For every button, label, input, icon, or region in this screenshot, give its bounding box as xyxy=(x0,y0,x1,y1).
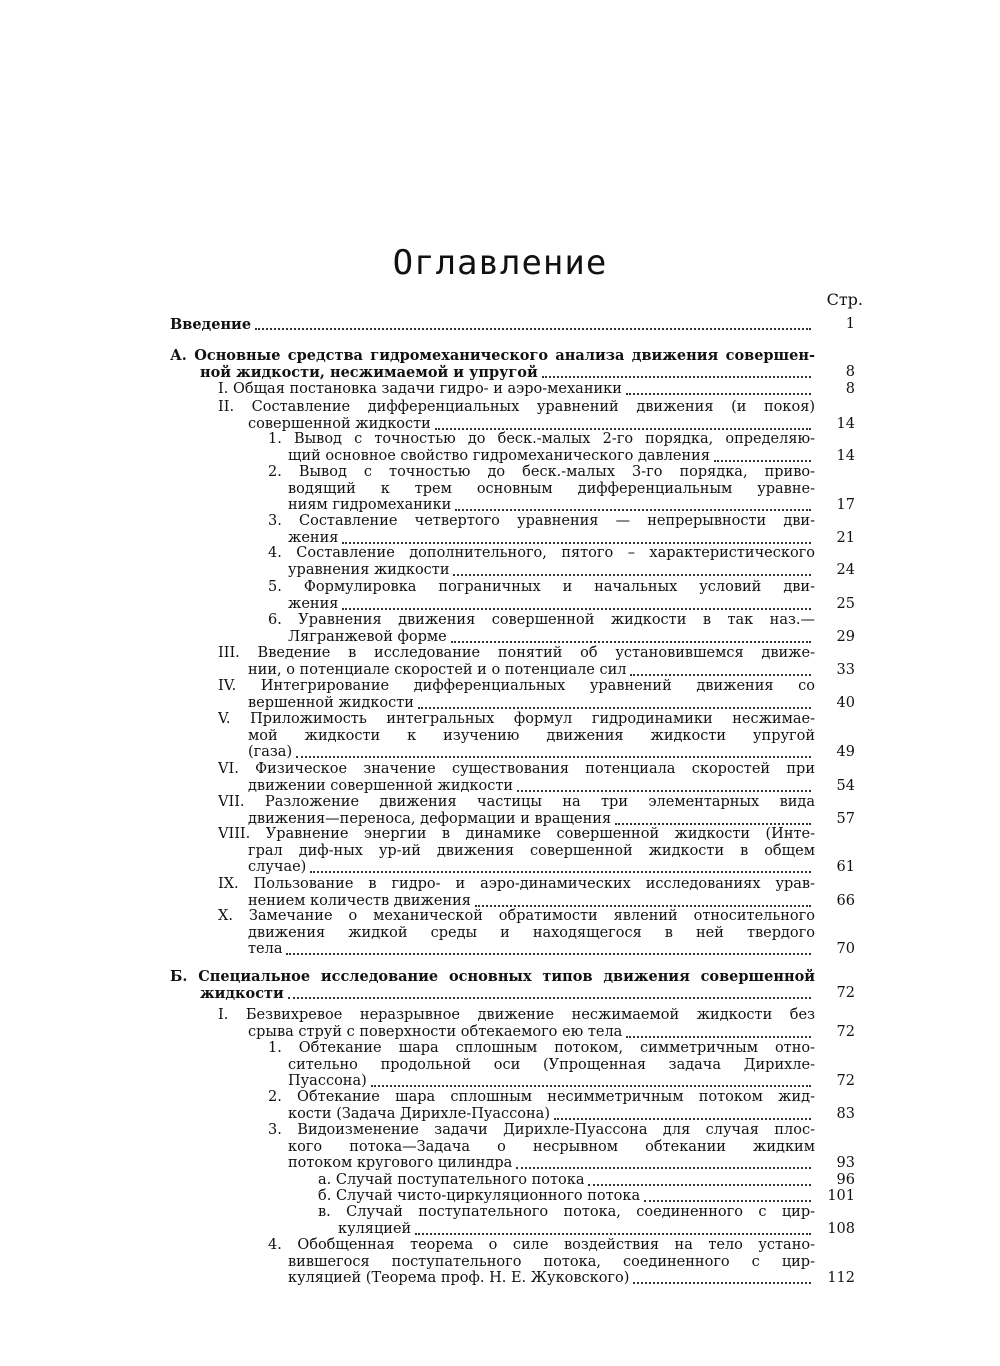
toc-entry-line xyxy=(248,415,855,433)
toc-page-number: 108 xyxy=(827,1220,855,1237)
dot-leader xyxy=(588,1182,811,1186)
toc-entry-text: срыва струй с поверхности обтекаемого ею тела xyxy=(248,1023,623,1040)
toc-entry-text: совершенной жидкости xyxy=(248,415,431,432)
toc-entry-line xyxy=(248,661,855,679)
toc-page-number: 8 xyxy=(845,363,855,380)
toc-entry-line xyxy=(268,1122,815,1139)
dot-leader xyxy=(296,754,811,758)
toc-page-number: 29 xyxy=(836,628,855,645)
page-column-label: Стр. xyxy=(826,290,863,309)
toc-entry-line xyxy=(248,694,855,712)
toc-entry-text: VI. Физическое значение существования потенциала скоростей при xyxy=(218,761,815,777)
dot-leader xyxy=(453,572,811,576)
toc-entry-text: 5. Формулировка пограничных и начальных условий дви- xyxy=(268,579,815,595)
toc-entry-line xyxy=(288,447,855,465)
dot-leader xyxy=(630,672,811,676)
toc-entry-line xyxy=(288,1105,855,1123)
toc-entry-line xyxy=(248,1023,855,1041)
toc-entry-line xyxy=(200,363,855,381)
toc-page-number: 72 xyxy=(836,984,855,1001)
toc-entry-line xyxy=(248,728,815,745)
toc-entry-text: кости (Задача Дирихле-Пуассона) xyxy=(288,1105,550,1122)
toc-entry-text: 2. Обтекание шара сплошным несимметричным потоком жид- xyxy=(268,1089,815,1105)
toc-page-number: 96 xyxy=(836,1172,855,1188)
toc-entry-text: 1. Вывод с точностью до беск.-малых 2-го порядка, определяю- xyxy=(268,431,815,447)
toc-entry-line xyxy=(288,529,855,547)
toc-page-number: 72 xyxy=(836,1073,855,1089)
toc-entry-line xyxy=(248,810,855,828)
toc-entry-text: куляцией xyxy=(338,1220,412,1237)
toc-entry-line xyxy=(248,925,815,942)
dot-leader xyxy=(455,507,811,511)
toc-entry-line xyxy=(288,1073,855,1090)
toc-entry-line xyxy=(218,399,815,416)
dot-leader xyxy=(516,1165,811,1169)
toc-entry-text: тела xyxy=(248,941,283,957)
toc-entry-text: а. Случай поступательного потока xyxy=(318,1172,585,1188)
toc-entry-text: ной жидкости, несжимаемой и упругой xyxy=(200,363,538,381)
toc-entry-text: водящий к трем основным дифференциальным уравне- xyxy=(288,480,815,497)
toc-page-number: 61 xyxy=(836,859,855,875)
dot-leader xyxy=(626,391,811,395)
toc-entry-line xyxy=(248,744,855,761)
dot-leader xyxy=(288,995,811,999)
toc-entry-line xyxy=(268,1237,815,1254)
toc-entry-text: грал диф-ных ур-ий движения совершенной жидкости в общем xyxy=(248,842,815,859)
toc-page-number: 8 xyxy=(845,381,855,397)
toc-entry-line xyxy=(200,984,855,1002)
toc-entry-text: X. Замечание о механической обратимости явлений относительного xyxy=(218,908,815,924)
toc-page-number: 66 xyxy=(836,892,855,909)
toc-entry-line xyxy=(218,1007,815,1024)
toc-entry-text: А. Основные средства гидромеханического анализа движения совершен- xyxy=(170,347,815,364)
toc-entry-text: IX. Пользование в гидро- и аэро-динамических исследованиях урав- xyxy=(218,876,815,892)
toc-entry-text: VII. Разложение движения частицы на три элементарных вида xyxy=(218,794,815,810)
dot-leader xyxy=(286,951,811,955)
toc-entry-text: ниям гидромеханики xyxy=(288,497,452,513)
dot-leader xyxy=(542,374,811,378)
toc-page-number: 14 xyxy=(836,447,855,464)
toc-entry-text: движении совершенной жидкости xyxy=(248,777,514,794)
toc-entry-text: 4. Обобщенная теорема о силе воздействия на тело устано- xyxy=(268,1237,815,1253)
toc-entry-line xyxy=(318,1172,855,1189)
toc-entry-text: жидкости xyxy=(200,984,284,1002)
toc-entry-text: 6. Уравнения движения совершенной жидкости в так наз.— xyxy=(268,612,815,628)
toc-entry-line xyxy=(268,1089,815,1106)
toc-entry-line xyxy=(218,826,815,843)
toc-entry-text: куляцией (Теорема проф. Н. Е. Жуковского) xyxy=(288,1270,630,1286)
dot-leader xyxy=(475,903,811,907)
toc-page-number: 40 xyxy=(836,694,855,711)
toc-page-number: 25 xyxy=(836,595,855,612)
toc-entry-text: 3. Видоизменение задачи Дирихле-Пуассона для случая плос- xyxy=(268,1122,815,1138)
toc-page-number: 49 xyxy=(836,744,855,760)
toc-entry-line xyxy=(318,1188,855,1205)
toc-page-number: 17 xyxy=(836,497,855,513)
toc-entry-line xyxy=(318,1204,815,1221)
toc-entry-text: сительно продольной оси (Упрощенная задача Дирихле- xyxy=(288,1056,815,1073)
toc-page-number: 54 xyxy=(836,777,855,794)
toc-entry-text: щий основное свойство гидромеханического давления xyxy=(288,447,710,464)
dot-leader xyxy=(415,1231,811,1235)
toc-entry-text: IV. Интегрирование дифференциальных уравнений движения со xyxy=(218,678,815,694)
toc-entry-line xyxy=(288,628,855,646)
toc-entry-text: I. Безвихревое неразрывное движение несжимаемой жидкости без xyxy=(218,1007,815,1023)
toc-entry-line xyxy=(288,561,855,579)
toc-entry-text: нии, о потенциале скоростей и о потенциале сил xyxy=(248,661,627,678)
toc-entry-text: нением количеств движения xyxy=(248,892,471,909)
toc-entry-text: кого потока—Задача о несрывном обтекании жидким xyxy=(288,1138,815,1155)
dot-leader xyxy=(418,705,811,709)
toc-entry-line xyxy=(268,513,815,530)
toc-page-number: 21 xyxy=(836,529,855,546)
toc-entry-line xyxy=(218,876,815,893)
toc-entry-line xyxy=(288,595,855,613)
toc-entry-text: (газа) xyxy=(248,744,293,760)
toc-entry-line xyxy=(248,777,855,795)
toc-entry-text: мой жидкости к изучению движения жидкости упругой xyxy=(248,727,815,744)
toc-page-number: 72 xyxy=(836,1023,855,1040)
dot-leader xyxy=(435,426,811,430)
toc-entry-text: II. Составление дифференциальных уравнений движения (и покоя) xyxy=(218,399,815,415)
dot-leader xyxy=(615,821,811,825)
toc-entry-line xyxy=(288,1057,815,1074)
toc-entry-line xyxy=(248,892,855,910)
toc-entry-text: уравнения жидкости xyxy=(288,561,450,578)
toc-entry-line xyxy=(170,347,815,364)
toc-page-number: 1 xyxy=(845,316,855,332)
toc-entry-text: вершенной жидкости xyxy=(248,694,414,711)
toc-entry-line xyxy=(268,545,815,562)
dot-leader xyxy=(517,788,811,792)
toc-entry-line xyxy=(170,316,855,333)
toc-entry-line xyxy=(268,1040,815,1057)
dot-leader xyxy=(371,1083,811,1087)
dot-leader xyxy=(342,540,811,544)
toc-entry-text: 1. Обтекание шара сплошным потоком, симметричным отно- xyxy=(268,1040,815,1056)
toc-entry-text: жения xyxy=(288,595,339,612)
toc-page-number: 101 xyxy=(827,1188,855,1204)
toc-entry-line xyxy=(288,497,855,514)
toc-entry-line xyxy=(248,941,855,958)
toc-page-number: 24 xyxy=(836,561,855,578)
dot-leader xyxy=(714,458,811,462)
toc-entry-text: движения жидкой среды и находящегося в ней твердого xyxy=(248,924,815,941)
toc-entry-line xyxy=(218,794,815,811)
dot-leader xyxy=(554,1116,811,1120)
toc-entry-line xyxy=(268,431,815,448)
toc-page-number: 83 xyxy=(836,1105,855,1122)
toc-entry-text: движения—переноса, деформации и вращения xyxy=(248,810,612,827)
toc-entry-text: в. Случай поступательного потока, соединенного с цир- xyxy=(318,1204,815,1220)
toc-entry-line xyxy=(218,381,855,398)
toc-entry-text: VIII. Уравнение энергии в динамике совершенной жидкости (Инте- xyxy=(218,826,815,842)
toc-page-number: 70 xyxy=(836,941,855,957)
toc-page-number: 14 xyxy=(836,415,855,432)
toc-entry-line xyxy=(170,968,815,985)
page-title: Оглавление xyxy=(392,243,608,283)
dot-leader xyxy=(644,1198,811,1202)
toc-entry-text: I. Общая постановка задачи гидро- и аэро-механики xyxy=(218,381,622,397)
toc-page-number: 33 xyxy=(836,661,855,678)
toc-entry-text: б. Случай чисто-циркуляционного потока xyxy=(318,1188,641,1204)
toc-entry-line xyxy=(218,711,815,728)
toc-entry-line xyxy=(248,843,815,860)
toc-entry-line xyxy=(288,1254,815,1271)
toc-entry-line xyxy=(338,1220,855,1238)
dot-leader xyxy=(310,869,811,873)
toc-entry-line xyxy=(268,612,815,629)
toc-entry-text: 4. Составление дополнительного, пятого – характеристического xyxy=(268,545,815,561)
toc-entry-text: 2. Вывод с точностью до беск.-малых 3-го порядка, приво- xyxy=(268,464,815,480)
toc-entry-line xyxy=(288,481,815,498)
toc-entry-line xyxy=(218,678,815,695)
toc-entry-text: Пуассона) xyxy=(288,1073,367,1089)
toc-entry-line xyxy=(288,1270,855,1287)
toc-entry-line xyxy=(218,908,815,925)
toc-entry-text: Лягранжевой форме xyxy=(288,628,447,645)
toc-page-number: 93 xyxy=(836,1155,855,1171)
toc-entry-line xyxy=(218,761,815,778)
toc-page-number: 57 xyxy=(836,810,855,827)
toc-entry-text: вившегося поступательного потока, соединенного с цир- xyxy=(288,1253,815,1270)
toc-entry-line xyxy=(268,579,815,596)
toc-entry-text: случае) xyxy=(248,859,307,875)
dot-leader xyxy=(626,1034,811,1038)
toc-page-number: 112 xyxy=(827,1270,855,1286)
dot-leader xyxy=(342,606,811,610)
toc-entry-line xyxy=(288,1139,815,1156)
toc-entry-line xyxy=(268,464,815,481)
toc-entry-text: V. Приложимость интегральных формул гидродинамики несжимае- xyxy=(218,711,815,727)
toc-entry-text: III. Введение в исследование понятий об установившемся движе- xyxy=(218,645,815,661)
toc-entry-line xyxy=(248,859,855,876)
toc-entry-text: потоком кругового цилиндра xyxy=(288,1155,513,1171)
toc-entry-line xyxy=(288,1155,855,1172)
dot-leader xyxy=(255,326,811,330)
toc-entry-line xyxy=(218,645,815,662)
dot-leader xyxy=(451,639,811,643)
toc-entry-text: Введение xyxy=(170,316,252,333)
toc-entry-text: Б. Специальное исследование основных типов движения совершенной xyxy=(170,968,815,985)
toc-entry-text: жения xyxy=(288,529,339,546)
dot-leader xyxy=(633,1280,811,1284)
toc-entry-text: 3. Составление четвертого уравнения — непрерывности дви- xyxy=(268,513,815,529)
